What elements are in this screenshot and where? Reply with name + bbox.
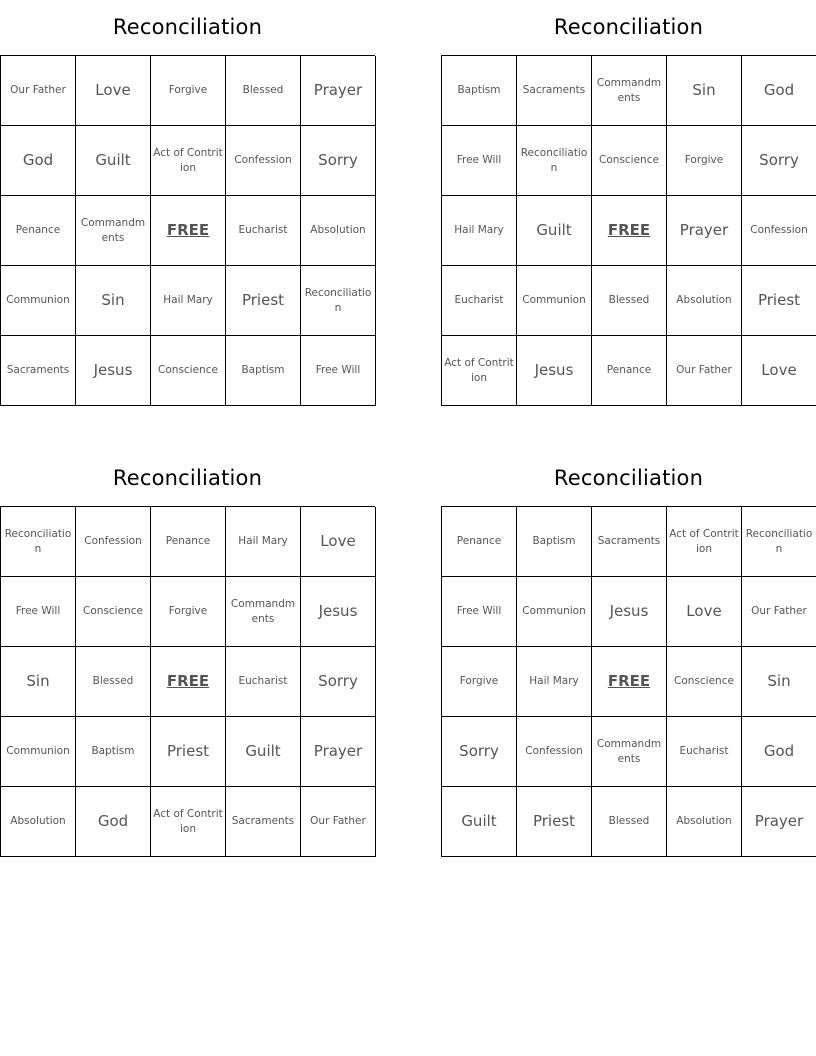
bingo-cell: Commandments — [76, 196, 151, 266]
card-title: Reconciliation — [553, 15, 704, 39]
bingo-cell: Penance — [442, 507, 517, 577]
bingo-cell: Absolution — [667, 787, 742, 857]
bingo-card-1 — [0, 0, 375, 406]
bingo-cell: Eucharist — [442, 266, 517, 336]
bingo-cell: Our Father — [301, 787, 376, 857]
bingo-cell: Priest — [742, 266, 816, 336]
bingo-cell: Communion — [1, 266, 76, 336]
bingo-cell: Penance — [592, 336, 667, 406]
bingo-cell: Love — [667, 577, 742, 647]
bingo-cell: Conscience — [76, 577, 151, 647]
bingo-cell: Sin — [667, 56, 742, 126]
bingo-cell: Hail Mary — [226, 507, 301, 577]
bingo-cell: Blessed — [592, 787, 667, 857]
bingo-cell: Forgive — [151, 56, 226, 126]
bingo-cell: Love — [301, 507, 376, 577]
bingo-cell: God — [742, 717, 816, 787]
bingo-cell: Prayer — [742, 787, 816, 857]
bingo-grid — [0, 55, 375, 406]
bingo-cell: Confession — [517, 717, 592, 787]
bingo-cell: Commandments — [592, 56, 667, 126]
bingo-cell: Our Father — [742, 577, 816, 647]
bingo-cell: Penance — [151, 507, 226, 577]
bingo-cell: Guilt — [517, 196, 592, 266]
bingo-cell: Priest — [151, 717, 226, 787]
bingo-cell: Forgive — [442, 647, 517, 717]
bingo-cell: Conscience — [151, 336, 226, 406]
bingo-cell: Hail Mary — [442, 196, 517, 266]
bingo-cell: Sorry — [742, 126, 816, 196]
card-title: Reconciliation — [112, 15, 263, 39]
bingo-cell: Eucharist — [226, 196, 301, 266]
bingo-cell: Jesus — [76, 336, 151, 406]
bingo-cell: Guilt — [226, 717, 301, 787]
bingo-cell: God — [1, 126, 76, 196]
bingo-cell: Communion — [517, 266, 592, 336]
bingo-cell: Baptism — [442, 56, 517, 126]
bingo-cell: Blessed — [226, 56, 301, 126]
bingo-cell: Blessed — [592, 266, 667, 336]
bingo-cell: God — [76, 787, 151, 857]
free-space-cell: FREE — [151, 196, 226, 266]
bingo-cell: Confession — [742, 196, 816, 266]
bingo-cell: Jesus — [517, 336, 592, 406]
bingo-cell: Free Will — [442, 126, 517, 196]
bingo-grid — [441, 55, 816, 406]
bingo-cell: Act of Contrition — [151, 787, 226, 857]
bingo-cell: Our Father — [1, 56, 76, 126]
bingo-cell: Confession — [76, 507, 151, 577]
free-space-cell: FREE — [592, 196, 667, 266]
bingo-cell: Sacraments — [592, 507, 667, 577]
bingo-cell: Reconciliation — [517, 126, 592, 196]
card-title: Reconciliation — [112, 466, 263, 490]
bingo-cell: Reconciliation — [1, 507, 76, 577]
bingo-cell: Absolution — [301, 196, 376, 266]
bingo-cell: Prayer — [667, 196, 742, 266]
bingo-cell: Communion — [517, 577, 592, 647]
bingo-cell: Free Will — [301, 336, 376, 406]
bingo-cell: Commandments — [226, 577, 301, 647]
bingo-cell: Conscience — [592, 126, 667, 196]
bingo-cell: Communion — [1, 717, 76, 787]
bingo-cell: Guilt — [76, 126, 151, 196]
bingo-cell: Sorry — [301, 647, 376, 717]
bingo-cell: God — [742, 56, 816, 126]
bingo-cell: Baptism — [517, 507, 592, 577]
bingo-cell: Sorry — [442, 717, 517, 787]
bingo-cell: Conscience — [667, 647, 742, 717]
bingo-grid — [441, 506, 816, 857]
bingo-cell: Guilt — [442, 787, 517, 857]
bingo-cell: Sin — [742, 647, 816, 717]
bingo-cell: Sacraments — [1, 336, 76, 406]
bingo-card-2 — [441, 0, 816, 406]
bingo-cell: Confession — [226, 126, 301, 196]
bingo-cell: Hail Mary — [151, 266, 226, 336]
bingo-cell: Penance — [1, 196, 76, 266]
bingo-cell: Priest — [517, 787, 592, 857]
bingo-card-3 — [0, 451, 375, 857]
bingo-cell: Forgive — [151, 577, 226, 647]
free-space-cell: FREE — [592, 647, 667, 717]
bingo-cell: Act of Contrition — [667, 507, 742, 577]
bingo-cell: Blessed — [76, 647, 151, 717]
bingo-cell: Sacraments — [226, 787, 301, 857]
bingo-cell: Baptism — [226, 336, 301, 406]
bingo-cell: Forgive — [667, 126, 742, 196]
bingo-cell: Love — [76, 56, 151, 126]
bingo-cell: Sin — [76, 266, 151, 336]
bingo-cell: Absolution — [1, 787, 76, 857]
free-space-cell: FREE — [151, 647, 226, 717]
bingo-cell: Priest — [226, 266, 301, 336]
bingo-cell: Absolution — [667, 266, 742, 336]
bingo-cell: Baptism — [76, 717, 151, 787]
bingo-cell: Commandments — [592, 717, 667, 787]
bingo-cell: Prayer — [301, 717, 376, 787]
bingo-cell: Act of Contrition — [151, 126, 226, 196]
bingo-card-4 — [441, 451, 816, 857]
bingo-cell: Sorry — [301, 126, 376, 196]
bingo-cell: Sin — [1, 647, 76, 717]
bingo-cell: Reconciliation — [742, 507, 816, 577]
bingo-cell: Eucharist — [667, 717, 742, 787]
bingo-cell: Jesus — [301, 577, 376, 647]
bingo-cell: Act of Contrition — [442, 336, 517, 406]
bingo-cell: Our Father — [667, 336, 742, 406]
bingo-cell: Free Will — [1, 577, 76, 647]
bingo-cell: Jesus — [592, 577, 667, 647]
card-title: Reconciliation — [553, 466, 704, 490]
bingo-cell: Sacraments — [517, 56, 592, 126]
bingo-cell: Prayer — [301, 56, 376, 126]
bingo-cell: Free Will — [442, 577, 517, 647]
bingo-cell: Eucharist — [226, 647, 301, 717]
bingo-cell: Love — [742, 336, 816, 406]
bingo-cell: Hail Mary — [517, 647, 592, 717]
bingo-grid — [0, 506, 375, 857]
bingo-cell: Reconciliation — [301, 266, 376, 336]
